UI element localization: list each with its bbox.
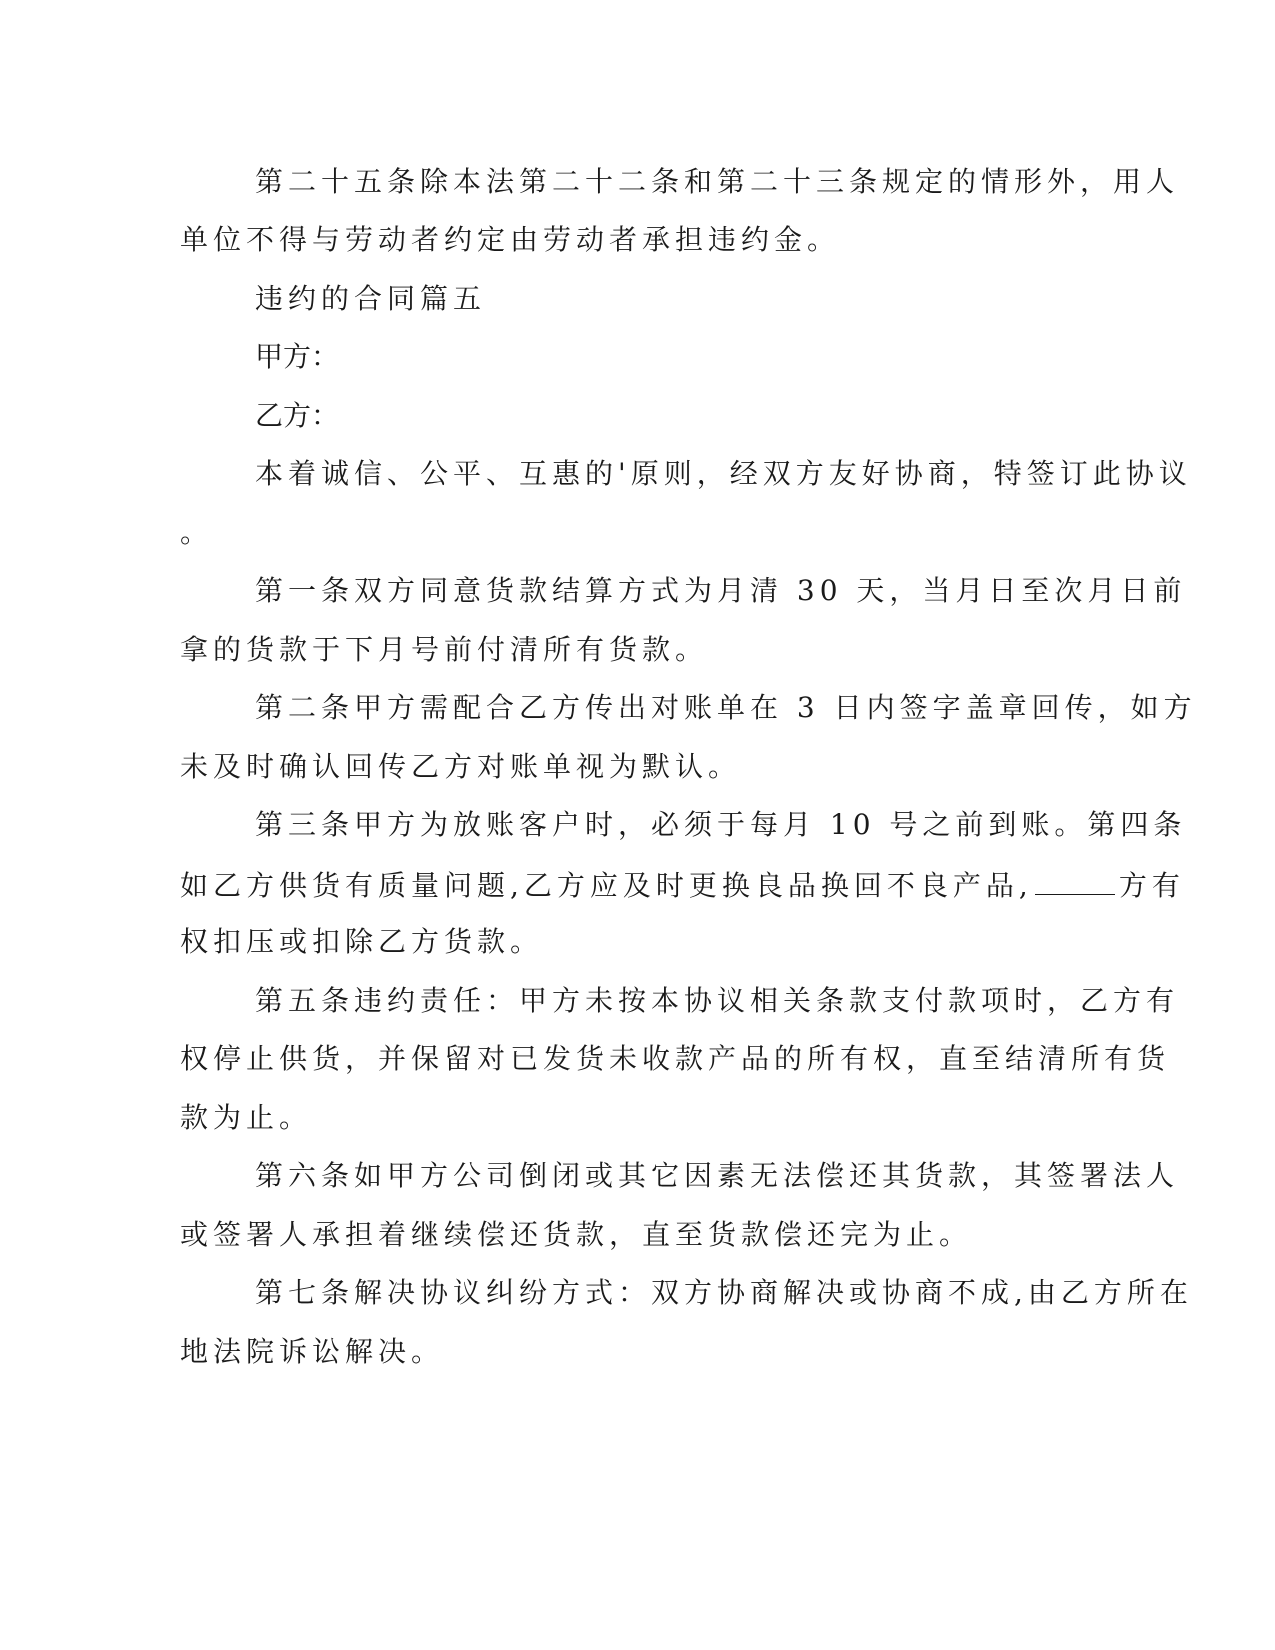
- article-4-text-after-blank: 方有: [1118, 869, 1185, 902]
- party-b-label: 乙方：: [255, 399, 340, 432]
- article-3-line-1: 第三条甲方为放账客户时，必须于每月 10 号之前到账。第四条: [255, 808, 1187, 841]
- article-7-line-2: 地法院诉讼解决。: [180, 1335, 445, 1368]
- article-6-line-2: 或签署人承担着继续偿还货款，直至货款偿还完为止。: [180, 1218, 973, 1251]
- section-heading: 违约的合同篇五: [255, 282, 487, 315]
- article-7-line-1: 第七条解决协议纠纷方式：双方协商解决或协商不成,由乙方所在: [255, 1276, 1193, 1309]
- article-5-line-2: 权停止供货，并保留对已发货未收款产品的所有权，直至结清所有货: [180, 1042, 1171, 1075]
- article-2-line-1: 第二条甲方需配合乙方传出对账单在 3 日内签字盖章回传，如方: [255, 691, 1197, 724]
- article-1-line-1: 第一条双方同意货款结算方式为月清 30 天，当月日至次月日前: [255, 574, 1187, 607]
- paragraph-article-25-line-2: 单位不得与劳动者约定由劳动者承担违约金。: [180, 223, 841, 256]
- article-2-line-2: 未及时确认回传乙方对账单视为默认。: [180, 750, 742, 783]
- article-4-line-1: [180, 866, 1185, 904]
- preamble-line-2: 。: [180, 516, 209, 549]
- preamble-line-1: 本着诚信、公平、互惠的'原则，经双方友好协商，特签订此协议: [255, 457, 1192, 490]
- article-5-line-1: 第五条违约责任：甲方未按本协议相关条款支付款项时，乙方有: [255, 984, 1180, 1017]
- article-4-text-before-blank: 如乙方供货有质量问题,乙方应及时更换良品换回不良产品,: [180, 869, 1033, 902]
- article-5-line-3: 款为止。: [180, 1101, 313, 1134]
- paragraph-article-25-line-1: 第二十五条除本法第二十二条和第二十三条规定的情形外，用人: [255, 165, 1180, 198]
- fill-in-blank: [1035, 866, 1115, 895]
- article-4-line-2: 权扣压或扣除乙方货款。: [180, 925, 544, 958]
- party-a-label: 甲方：: [255, 340, 340, 373]
- article-6-line-1: 第六条如甲方公司倒闭或其它因素无法偿还其货款，其签署法人: [255, 1159, 1180, 1192]
- article-1-line-2: 拿的货款于下月号前付清所有货款。: [180, 633, 709, 666]
